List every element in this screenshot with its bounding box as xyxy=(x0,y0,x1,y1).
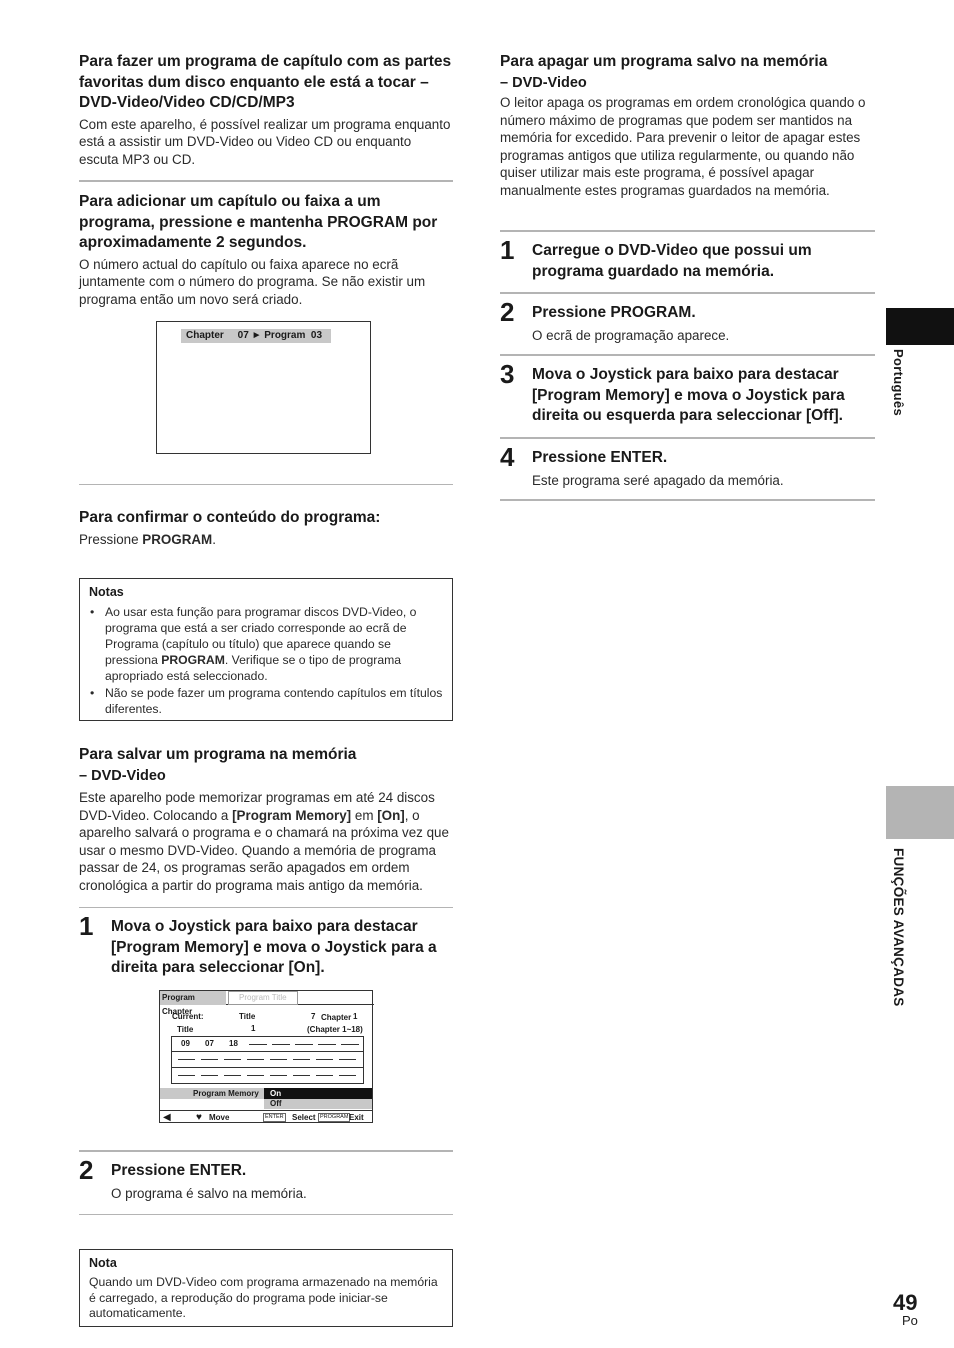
section-body: O número actual do capítulo ou faixa aparece no ecrã juntamente com o número do programa. Se não existir um programa então um novo será criado. xyxy=(79,256,426,307)
section-body: O leitor apaga os programas em ordem cronológica quando o número máximo de programas que podem ser mantidos na memória for excedido. Para prevenir o leitor de apagar estes programas antigos que utiliza regularmente, ou quando não quiser utilizar mais este programa, é possível apagar manualmente estes programas guardados na memória. xyxy=(500,95,866,198)
screen-tabs xyxy=(160,991,374,1016)
step-number: 1 xyxy=(79,911,94,941)
nota-body: Quando um DVD-Video com programa armazenado na memória é carregado, a reprodução do programa pode iniciar-se automaticamente. xyxy=(89,1275,438,1320)
chapter-value: 1 xyxy=(353,1012,358,1021)
section-title: Para salvar um programa na memória xyxy=(79,746,357,763)
empty-slot-row xyxy=(178,1075,359,1076)
notes-box xyxy=(79,578,453,721)
note-item: • Não se pode fazer um programa contendo capítulos em títulos diferentes. xyxy=(89,685,443,717)
title-label-2: Title xyxy=(177,1025,194,1034)
left-arrow-icon: ◀ xyxy=(163,1112,171,1123)
section-body: Com este aparelho, é possível realizar um programa enquanto está a assistir um DVD-Video ou Video CD ou enquanto escuta MP3 ou CD. xyxy=(79,116,451,167)
note-item: • Ao usar esta função para programar discos DVD-Video, o programa que está a ser criado corresponde ao ecrã de Programa (capítulo ou título) que aparece quando se pressiona PROGRAM. Verifique se o tipo de programa apropriado está seleccionado. xyxy=(89,604,443,684)
step-title: Pressione PROGRAM. xyxy=(532,304,696,321)
step-title: Carregue o DVD-Video que possui um programa guardado na memória. xyxy=(532,242,812,280)
program-cell: 07 xyxy=(205,1039,214,1048)
step-body: O ecrã de programação aparece. xyxy=(532,327,730,343)
section-save-program xyxy=(79,745,453,894)
page-language-code: Po xyxy=(902,1313,918,1328)
program-cell: 09 xyxy=(181,1039,190,1048)
section-program-during-play xyxy=(79,52,453,168)
tab-program-title: Program Title xyxy=(228,991,298,1005)
section-title: Para fazer um programa de capítulo com as partes favoritas dum disco enquanto ele está a tocar – DVD-Video/Video CD/CD/MP3 xyxy=(79,53,452,111)
section-label: FUNÇÕES AVANÇADAS xyxy=(891,848,906,1007)
notes-list xyxy=(89,604,443,717)
empty-slot xyxy=(341,1044,359,1045)
step-title: Pressione ENTER. xyxy=(532,449,668,466)
tab-program-chapter: Program Chapter xyxy=(160,991,226,1005)
divider xyxy=(79,907,453,908)
exit-label: Exit xyxy=(349,1113,364,1122)
divider xyxy=(500,292,875,294)
divider xyxy=(79,1214,453,1215)
divider xyxy=(500,437,875,439)
divider xyxy=(79,1150,453,1152)
step-body: O programa é salvo na memória. xyxy=(111,1185,307,1201)
program-screen-illustration xyxy=(156,321,371,454)
step-number: 3 xyxy=(500,359,515,389)
empty-slot xyxy=(295,1044,313,1045)
section-subtitle: – DVD-Video xyxy=(79,767,166,784)
program-key: PROGRAM xyxy=(320,1114,349,1120)
section-title: Para adicionar um capítulo ou faixa a um programa, pressione e mantenha PROGRAM por aproximadamente 2 segundos. xyxy=(79,193,438,251)
step-title: Pressione ENTER. xyxy=(111,1162,247,1179)
chapter-range: (Chapter 1~18) xyxy=(307,1025,363,1034)
nota-box xyxy=(79,1249,453,1327)
divider xyxy=(79,180,453,182)
step-3 xyxy=(500,359,875,427)
section-add-chapter xyxy=(79,192,453,308)
empty-slot xyxy=(318,1044,336,1045)
section-body: Este aparelho pode memorizar programas em até 24 discos DVD-Video. Colocando a [Program Memory] em [On], o aparelho salvará o programa e o chamará na próxima vez que usar o mesmo DVD-Video. Quando a memória de programa passar de 24, os programas serão apagados em ordem cronológica a partir do programa mais antigo da memória. xyxy=(79,790,449,893)
divider xyxy=(500,354,875,356)
select-label: Select xyxy=(292,1113,316,1122)
option-on: On xyxy=(264,1088,372,1099)
title-label: Title xyxy=(239,1012,256,1021)
step-body: Este programa seré apagado da memória. xyxy=(532,472,784,488)
step-1 xyxy=(500,235,875,282)
step-title: Mova o Joystick para baixo para destacar [Program Memory] e mova o Joystick para direita ou esquerda para seleccionar [Off]. xyxy=(532,366,845,424)
step-2 xyxy=(79,1155,453,1202)
program-memory-screen-illustration xyxy=(159,990,373,1123)
step-4 xyxy=(500,442,875,489)
chapter-program-bar: Chapter 07 ► Program 03 xyxy=(181,329,331,343)
program-grid xyxy=(171,1036,364,1084)
empty-slot xyxy=(272,1044,290,1045)
step-title: Mova o Joystick para baixo para destacar [Program Memory] e mova o Joystick para a direita para seleccionar [On]. xyxy=(111,918,437,976)
screen-footer xyxy=(160,1110,372,1123)
section-body: Pressione PROGRAM. xyxy=(79,531,216,547)
grid-line xyxy=(172,1051,363,1052)
section-title: Para apagar um programa salvo na memória xyxy=(500,53,828,70)
step-number: 2 xyxy=(79,1155,94,1185)
language-tab-marker xyxy=(886,308,954,345)
section-title: Para confirmar o conteúdo do programa: xyxy=(79,509,381,526)
page-number: 49 xyxy=(893,1290,918,1315)
section-delete-program xyxy=(500,52,875,199)
notes-title: Notas xyxy=(89,585,124,599)
step-number: 2 xyxy=(500,297,515,327)
enter-key: ENTER xyxy=(265,1114,284,1120)
nota-title: Nota xyxy=(89,1256,117,1270)
step-2 xyxy=(500,297,875,344)
program-memory-label: Program Memory xyxy=(193,1089,259,1098)
step-number: 4 xyxy=(500,442,515,472)
section-confirm-program xyxy=(79,508,453,548)
language-label: Português xyxy=(891,349,906,416)
empty-slot xyxy=(249,1044,267,1045)
heart-arrow-icon: ♥ xyxy=(196,1112,202,1123)
step-1 xyxy=(79,911,453,979)
section-subtitle: – DVD-Video xyxy=(500,74,587,91)
program-cell: 18 xyxy=(229,1039,238,1048)
divider xyxy=(79,484,453,485)
grid-line xyxy=(172,1067,363,1068)
option-off: Off xyxy=(264,1099,372,1109)
divider xyxy=(500,499,875,501)
divider xyxy=(500,230,875,232)
section-tab-marker xyxy=(886,786,954,839)
step-number: 1 xyxy=(500,235,515,265)
title-count: 7 xyxy=(311,1012,316,1021)
title-value: 1 xyxy=(251,1024,256,1033)
current-label: Current: xyxy=(172,1012,204,1021)
empty-slot-row xyxy=(178,1059,359,1060)
chapter-label: Chapter xyxy=(321,1013,352,1022)
move-label: Move xyxy=(209,1113,230,1122)
